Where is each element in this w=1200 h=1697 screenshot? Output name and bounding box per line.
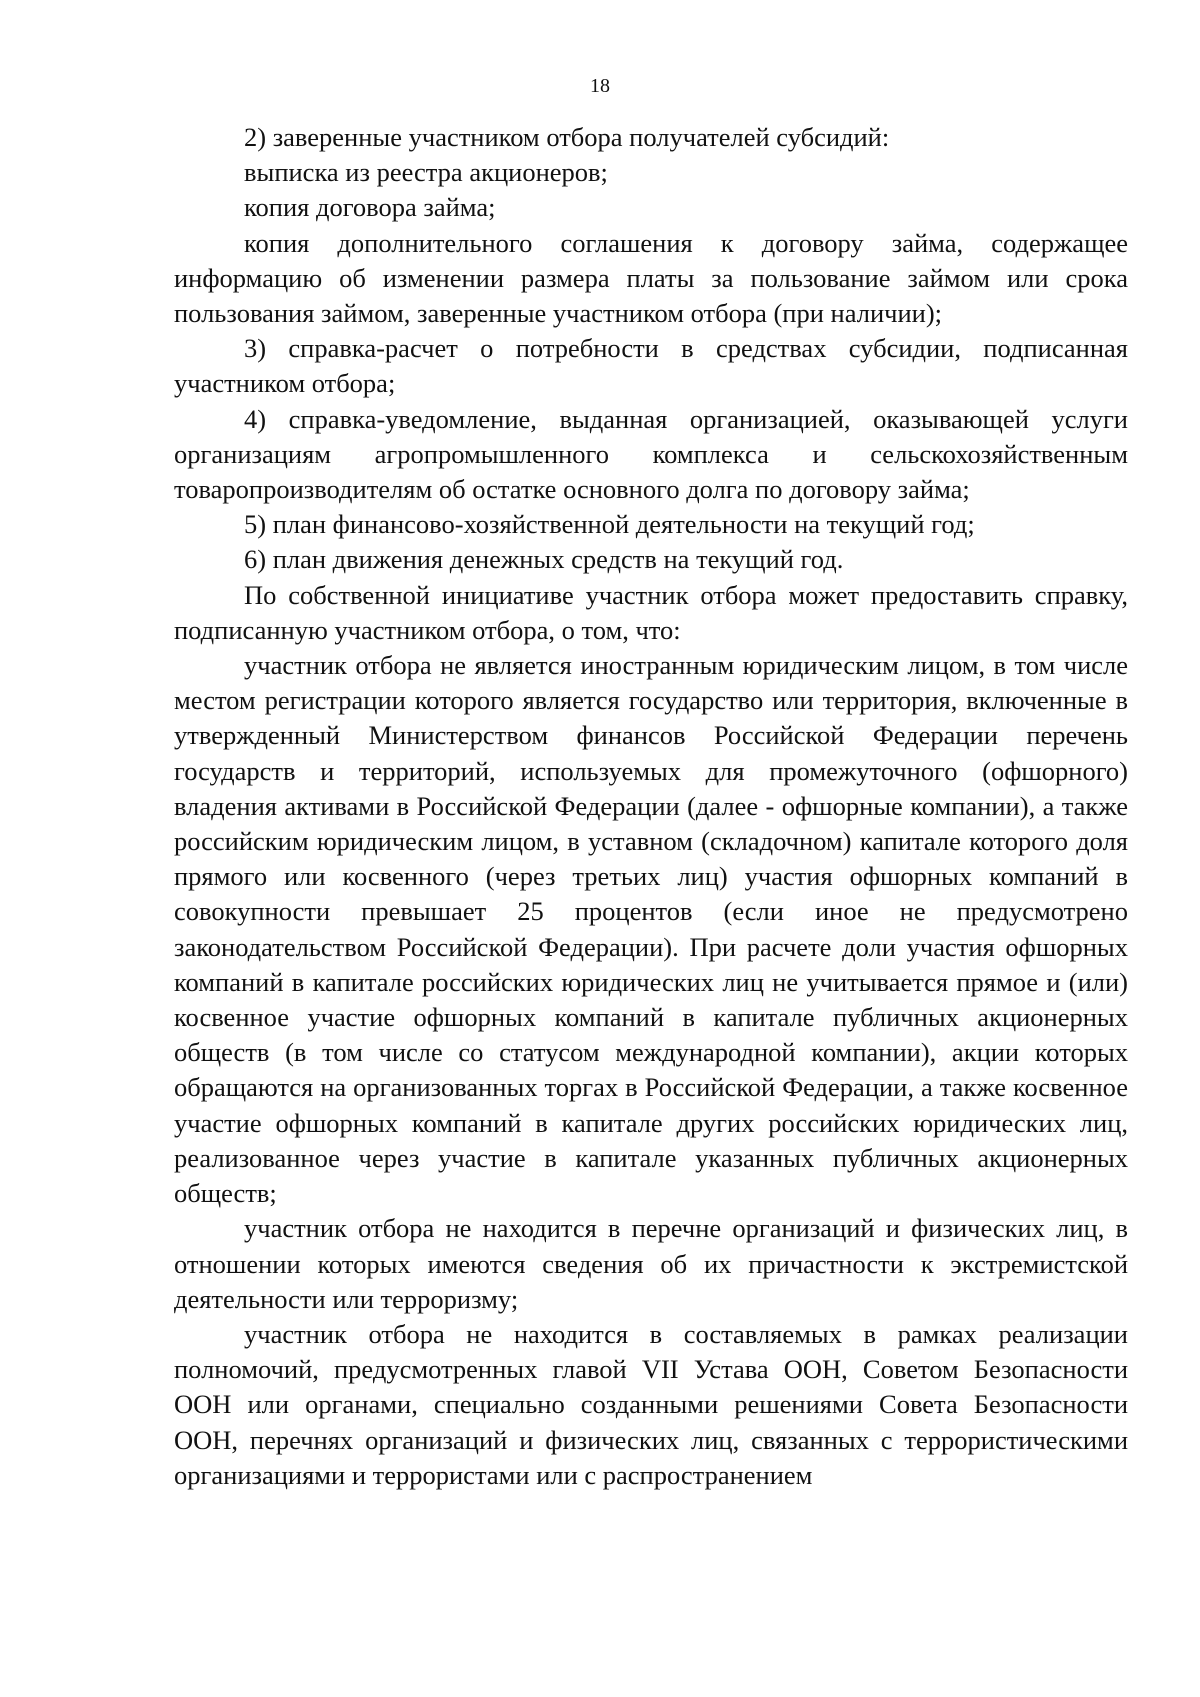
paragraph-item-5: 5) план финансово-хозяйственной деятельности на текущий год; <box>244 509 975 540</box>
document-body <box>174 120 1128 1493</box>
paragraph-own-initiative: По собственной инициативе участник отбора может предоставить справку, подписанную участником отбора, о том, что: <box>174 579 1128 645</box>
paragraph-extremism-condition: участник отбора не находится в перечне организаций и физических лиц, в отношении которых имеются сведения об их причастности к экстремистской деятельности или терроризму; <box>174 1213 1128 1314</box>
paragraph-shareholder-register: выписка из реестра акционеров; <box>244 157 608 188</box>
paragraph-un-lists-condition: участник отбора не находится в составляемых в рамках реализации полномочий, предусмотренных главой VII Устава ООН, Советом Безопасности ООН или органами, специально созданными решениями Совета Безопасности ООН, перечнях организаций и физических лиц, связанных с террористическими организациями и террористами или с распространением <box>174 1318 1128 1490</box>
paragraph-loan-agreement-copy: копия договора займа; <box>244 192 496 223</box>
paragraph-additional-agreement: копия дополнительного соглашения к договору займа, содержащее информацию об изменении размера платы за пользование займом или срока пользования займом, заверенные участником отбора (при наличии); <box>174 227 1128 329</box>
paragraph-item-6: 6) план движения денежных средств на текущий год. <box>244 544 844 575</box>
paragraph-item-2: 2) заверенные участником отбора получателей субсидий: <box>244 122 890 152</box>
paragraph-offshore-condition: участник отбора не является иностранным юридическим лицом, в том числе местом регистрации которого является государство или территория, включенные в утвержденный Министерством финансов Российской Федерации перечень государств и территорий, используемых для промежуточного (офшорного) владения активами в Российской Федерации (далее - офшорные компании), а также российским юридическим лицом, в уставном (складочном) капитале которого доля прямого или косвенного (через третьих лиц) участия офшорных компаний в совокупности превышает 25 процентов (если иное не предусмотрено законодательством Российской Федерации). При расчете доли участия офшорных компаний в капитале российских юридических лиц не учитывается прямое и (или) косвенное участие офшорных компаний в капитале публичных акционерных обществ (в том числе со статусом международной компании), акции которых обращаются на организованных торгах в Российской Федерации, а также косвенное участие офшорных компаний в капитале других российских юридических лиц, реализованное через участие в капитале указанных публичных акционерных обществ; <box>174 650 1128 1209</box>
paragraph-item-3: 3) справка-расчет о потребности в средствах субсидии, подписанная участником отбора; <box>174 333 1128 399</box>
page-number: 18 <box>590 75 610 97</box>
paragraph-item-4: 4) справка-уведомление, выданная организацией, оказывающей услуги организациям агропромышленного комплекса и сельскохозяйственным товаропроизводителям об остатке основного долга по договору займа; <box>174 403 1128 505</box>
